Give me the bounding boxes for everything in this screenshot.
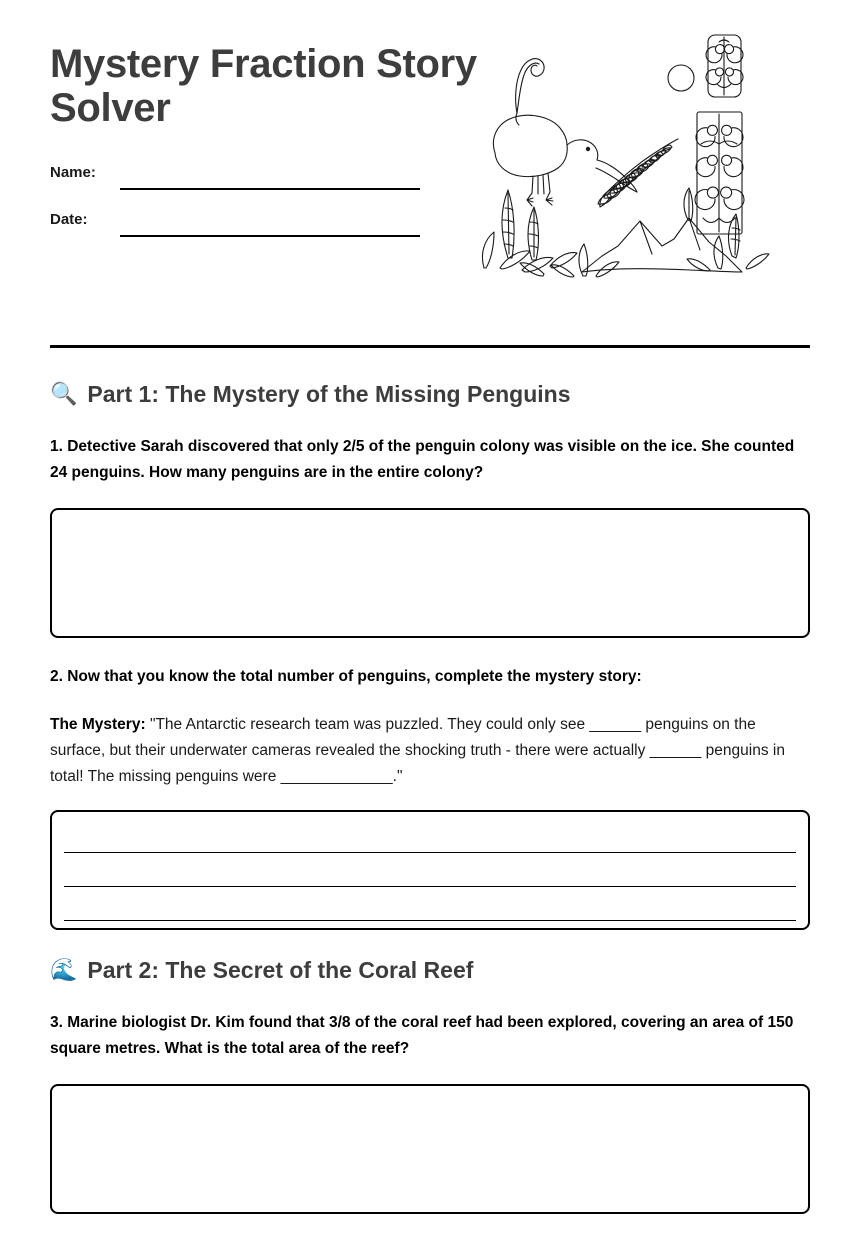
moon-circle-icon — [668, 65, 694, 91]
date-label: Date: — [50, 211, 88, 228]
mystery-story-label: The Mystery: — [50, 716, 146, 733]
mystery-story-text: "The Antarctic research team was puzzled. They could only see ______ penguins on the surface, but their underwater cameras revealed the shocking truth - there were actually ______ penguins in total! The missing penguins were _____________." — [50, 716, 785, 785]
flax-leaf-panel-left — [684, 188, 693, 221]
maori-carving-panel-small — [706, 35, 743, 97]
magnifying-glass-icon: 🔍 — [50, 381, 78, 406]
worksheet-content — [50, 380, 810, 1240]
answer-box-question-2[interactable] — [50, 810, 810, 930]
answer-box-question-3[interactable] — [50, 1084, 810, 1214]
name-row — [50, 164, 430, 211]
name-input-line[interactable] — [120, 188, 420, 190]
date-input-line[interactable] — [120, 235, 420, 237]
writing-lines-question-2 — [64, 812, 796, 928]
header-divider — [50, 345, 810, 348]
section-title-part-1: Part 1: The Mystery of the Missing Penguins — [87, 381, 571, 407]
writing-line[interactable] — [64, 887, 796, 921]
silver-fern-frond-icon — [598, 139, 678, 207]
answer-box-question-1[interactable] — [50, 508, 810, 638]
new-zealand-nature-illustration — [470, 18, 770, 278]
name-date-block — [50, 164, 430, 258]
name-label: Name: — [50, 164, 96, 181]
page-title: Mystery Fraction Story Solver — [50, 42, 477, 130]
date-row — [50, 211, 430, 258]
mountains-icon — [582, 218, 742, 272]
question-1-text: 1. Detective Sarah discovered that only 2/5 of the penguin colony was visible on the ice. She counted 24 penguins. How many penguins are in the entire colony? — [50, 438, 795, 481]
question-2-text: 2. Now that you know the total number of penguins, complete the mystery story: — [50, 668, 642, 685]
section-heading-part-2 — [50, 956, 810, 984]
question-3-text: 3. Marine biologist Dr. Kim found that 3/8 of the coral reef had been explored, covering an area of 150 square metres. What is the total area of the reef? — [50, 1014, 794, 1057]
writing-line[interactable] — [64, 853, 796, 887]
section-heading-part-1 — [50, 380, 810, 408]
water-wave-icon: 🌊 — [50, 957, 78, 982]
mystery-story-paragraph — [50, 712, 810, 790]
writing-line[interactable] — [64, 819, 796, 853]
section-title-part-2: Part 2: The Secret of the Coral Reef — [87, 957, 474, 983]
